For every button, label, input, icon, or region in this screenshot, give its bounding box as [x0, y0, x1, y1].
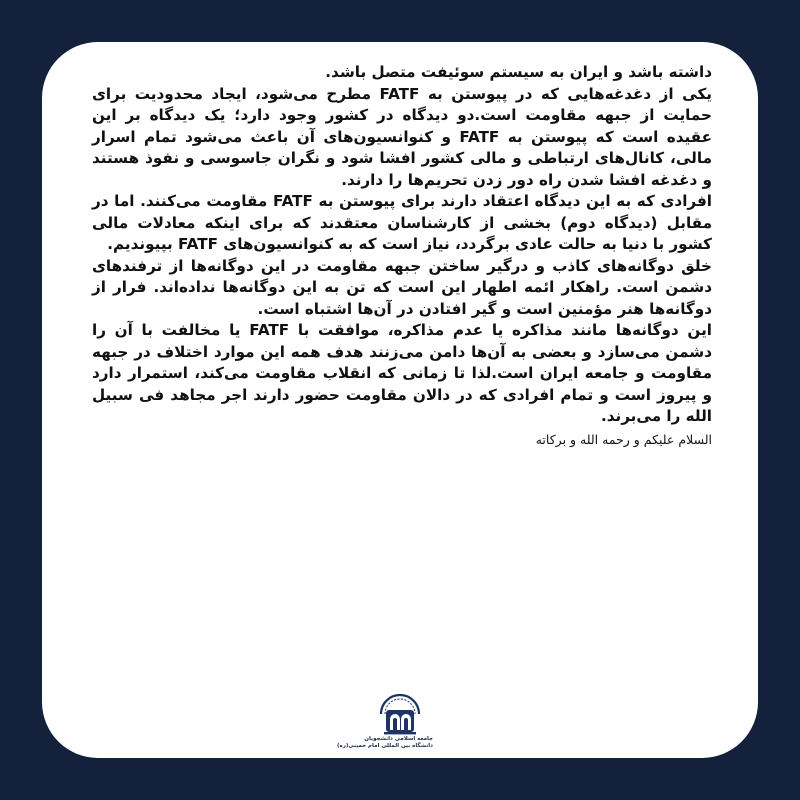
paragraph-2: یکی از دغدغه‌هایی که در پیوستن به FATF مطرح می‌شود، ایجاد محدودیت برای حمایت از جبهه مقاومت است.دو دیدگاه در کشور وجود دارد؛ یک دیدگاه بر این عقیده است که پیوستن به FATF و کنوانسیون‌های آن باعث می‌شود تمام اسرار مالی، کانال‌های ارتباطی و مالی کشور افشا شود و نگران جاسوسی و نفوذ هستند و دغدغه افشا شدن راه دور زدن تحریم‌ها را دارند.: [92, 84, 712, 189]
paragraph-4: خلق دوگانه‌های کاذب و درگیر ساختن جبهه مقاومت در این دوگانه‌ها از ترفندهای دشمن است. راهکار ائمه اطهار این است که تن به این دوگانه‌ها نداده‌اند. فرار از دوگانه‌ها هنر مؤمنین است و گیر افتادن در آن‌ها اشتباه است.: [92, 256, 712, 318]
student-association-emblem-icon: [377, 692, 423, 736]
article-text: [92, 62, 712, 451]
logo-caption-line-2: دانشگاه بین المللی امام خمینی(ره): [336, 743, 433, 749]
organization-logo: [336, 692, 433, 758]
logo-caption-line-1: جامعه اسلامی دانشجویان: [364, 736, 433, 742]
paragraph-5: این دوگانه‌ها مانند مذاکره یا عدم مذاکره، موافقت با FATF یا مخالفت با آن را دشمن می‌سازد و بعضی به آن‌ها دامن می‌زنند هدف همه این موارد اختلاف در جبهه مقاومت و جامعه ایران است.لذا تا زمانی که انقلاب مقاومت می‌کند، استمرار دارد و پیروز است و تمام افرادی که در دالان مقاومت حضور دارند اجر مجاهد فی سبیل الله را می‌برند.: [92, 321, 712, 425]
content-card: [42, 42, 758, 758]
paragraph-1: داشته باشد و ایران به سیستم سوئیفت متصل باشد.: [325, 63, 712, 81]
closing-salutation: السلام علیکم و رحمه الله و برکاته: [535, 431, 712, 447]
paragraph-3: افرادی که به این دیدگاه اعتقاد دارند برای پیوستن به FATF مقاومت می‌کنند. اما در مقابل (دیدگاه دوم) بخشی از کارشناسان معتقدند که برای اینکه معادلات مالی کشور با دنیا به حالت عادی برگردد، نیاز است که به کنوانسیون‌های FATF بپیوندیم.: [92, 192, 712, 253]
